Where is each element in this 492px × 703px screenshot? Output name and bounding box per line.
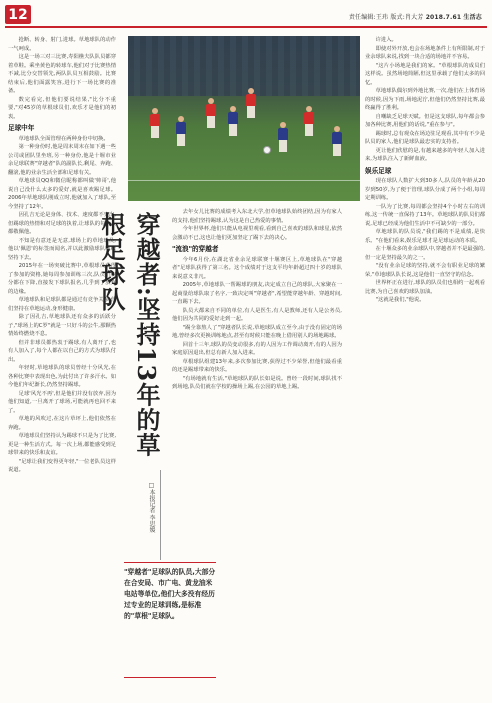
section-heading: 足球中年 [8, 124, 35, 132]
paragraph: 回首十三年,球队的员变动很多,有的人因为工作调动离开,有的人因为家庭原因退出,但总有新人加入进来。 [172, 341, 342, 356]
paragraph: 去年女儿比赛的成绩考入东北大学,但草地球队始终团结,因为有家人的支持,他们坚持踢球,认为这是自己热爱的事情。 [172, 209, 342, 224]
paragraph: 草根球队组建13年来,多次参加比赛,获得过不少荣誉,但他们最看重的还是踢球带来的快乐。 [172, 358, 342, 373]
article-column-2 [172, 208, 342, 696]
article-column-3 [365, 36, 485, 696]
paragraph: 不知是有意还是无意,球场上的草地球员,他以'佩恩'的标签而闻名,并以此激励球队继续坚持下去。 [8, 237, 116, 261]
paragraph: 草地球队和足球队都是通过有竞争关系,他们坚持在草地运动,身形健康。 [8, 297, 116, 312]
section-heading: "流浪"的穿越者 [172, 245, 219, 253]
player-blue [176, 116, 186, 146]
paragraph: 今年6月份,在湖北省业余足球联赛十堰赛区上,草地球队在"穿越者"足球队获得了第三名。这个成绩对于这支平均年龄超过四十岁的球队来说意义非凡。 [172, 256, 342, 280]
paragraph: 许进入。 [375, 37, 397, 43]
paragraph: 2005年,草地球队一帮踢球的朋友,决定成立自己的球队,大家聚在一起商量给球队取了名字,一致决定叫"穿越者",希望能穿越年龄、穿越时间,一直踢下去。 [172, 282, 342, 305]
editor-credit: 责任编辑:王玮 [348, 14, 389, 21]
paragraph: "没有业余足球的坚持,就不会有职业足球的繁荣,"草地球队队长说,这是他们一直坚守的信念。 [365, 263, 485, 278]
paragraph: 草地球员们坚持认为踢球不只是为了比赛,更是一种生活方式。每一次上场,都能感受到足球带来的快乐和友谊。 [8, 433, 116, 456]
paragraph: 队员大都来自不同的单位,有人是医生,有人是教师,还有人是公务员,他们因为共同的爱好走到一起。 [172, 307, 342, 322]
paragraph: 这是一场三对三比赛,寿阳樵夫队队员都穿着草鞋。乘坐黄色的转球车,他们对于比赛热情不减,比分交替领先,两队队员互相鼓励。比赛结束后,他们面露笑容,进行下一场比赛的准备。 [8, 54, 116, 94]
paragraph: 现在球队人数扩大到30多人,队员的年龄从20岁到50岁,为了便于管理,球队分成了两个小组,每周定期训练。 [365, 178, 485, 201]
paragraph: 草地的风吹过,在这片草坪上,他们依然在奔跑。 [8, 416, 116, 431]
player-red [304, 106, 314, 136]
paragraph: 草地球队的队员说,"我们踢的不是成绩,是快乐。"在他们看来,娱乐足球才是足球运动的本质。 [365, 229, 485, 244]
paragraph: 因孔吉无论是身体、技术、速度都不突出,但踢球的热情和对足球的执着,让球队的每个人都敬佩他。 [8, 212, 116, 235]
player-blue [278, 122, 288, 152]
paragraph: 即使对外开放,也会在场地条件上有所限制,对于业余球队来说,找到一块合适的场地并不容易。 [365, 45, 485, 60]
article-byline: □本报记者 李思媛 [148, 482, 155, 533]
soccer-match-photo [128, 36, 360, 201]
header-rule [5, 26, 487, 28]
issue-date: 2018.7.61 [425, 14, 462, 21]
paragraph: 一队为了比赛,每周都会坚持4个小时左右的训练,这一传统一直保持了13年。草地球队的队员们都说,足球已经成为他们生活中不可缺少的一部分。 [365, 203, 485, 227]
paragraph: 除了因孔吉,草地球队还有众多的活跃分子,"球场上的C罗"就是一只好斗的公牛,那颗热情始终燃烧不息。 [8, 314, 116, 337]
pull-quote: "穿越者"足球队的队员,大部分在合安局、市广电、黄龙油米电站等单位,他们大多没有经历过专业的足球训练,是标准的"草根"足球队。 [124, 562, 216, 678]
paragraph: 世界杯正在进行,球队的队员们也相约一起观看比赛,为自己喜欢的球队加油。 [365, 280, 485, 295]
paragraph: "足球让我们变得更年轻,"一位老队员这样说道。 [8, 458, 116, 473]
paragraph: 草地球队全面管理在两种身份中切换。 [18, 135, 109, 142]
paragraph: "有场地就有生活,"草地球队的队长如是说。曾经一段时间,球队找不到场地,队员们就在学校的操场上踢,在公园的草地上踢。 [172, 375, 342, 390]
paragraph: 草地球员QQ和微信昵称都叫做'帅哥',他说自己没什么太多的爱好,就是喜欢踢足球。2006年草地球队刚成立时,他就加入了球队,至今坚持了12年。 [8, 178, 116, 210]
player-blue [228, 106, 238, 136]
player-red [206, 98, 216, 128]
article-column-1 [8, 36, 116, 696]
paragraph: 今年世界杯,他们只能从电视里观看,看到自己喜欢的球队和球星,依然会激动不已,这也让他们更加坚定了踢下去的决心。 [172, 226, 342, 241]
paragraph: 抢断、转身、射门,进球。草地球队的动作一气呵成。 [8, 37, 116, 52]
player-red [246, 88, 256, 118]
article-title: 穿越者:坚持13年的草根足球队 [97, 212, 161, 458]
page-number-badge: 12 [5, 5, 31, 24]
section-name: 生活志 [463, 14, 482, 21]
player-blue [332, 126, 342, 156]
paragraph: "踢全靠熬人了"穿越者队长说,草地球队成立至今,由于没有固定的场地,曾经多次更换训练地点,甚至有时候只能在晚上借用别人的场地踢球。 [172, 324, 342, 339]
section-heading: 娱乐足球 [365, 166, 392, 175]
player-red [150, 108, 160, 138]
paragraph: 更让他们欣慰的是,有越来越多的年轻人加入进来,为球队注入了新鲜血液。 [365, 147, 485, 162]
paragraph: 足球'风光不再',但是他们并没有放弃,因为他们知道,一旦离开了球场,可能就再也回不来了。 [8, 390, 116, 414]
layout-credit: 版式:肖大芳 [390, 14, 424, 21]
soccer-ball-icon [263, 146, 271, 154]
paragraph: 在十堰众多的业余球队中,穿越者并不是最强的,但一定是坚持最久的之一。 [365, 246, 485, 261]
paragraph: "这片小场地是我们的家。"草根球队的成员们这样说。虽然场地简陋,但这里承载了他们太多的回忆。 [365, 62, 485, 86]
byline-rule [160, 470, 161, 560]
paragraph: 自嘲缺乏足球天赋。但是这支球队,每年都会参加各种比赛,用他们的话说,"重在参与"。 [365, 113, 485, 128]
paragraph: 数完看完,但他们要说结果,"比分不重要,"对45岁的草根球员们,欢乐才是他们的初衷。 [8, 96, 116, 120]
paragraph: "这就是我们,"他说。 [375, 297, 425, 303]
paragraph: 草地球队偶尔到外地比赛,一次,他们在上体育场的时候,因为下雨,场地泥泞,但他们仍然坚持比赛,最终赢得了胜利。 [365, 88, 485, 111]
field-line [128, 180, 360, 181]
paragraph: 第一种身份时,他是周末周末在如下遇一些公司或团队里坐班,另一种身份,他是十堰市业余足球联赛"穿越者"队的副队长,剩尾、奔跑、翻滚,他的业余生活全部和足球有关。 [8, 144, 116, 176]
paragraph: 但并非球员都热衷于踢球,有人离开了,也有人加入了,每个人都在以自己的方式为球队付出。 [8, 339, 116, 363]
paragraph: 踢球时,总有观众在场边驻足观看,其中有不少是队员的家人,他们是球队最忠实的支持者。 [365, 130, 485, 145]
paragraph: 2015年在一场突破比赛中,草根球员获得了参加的资格,她每周参加训练三次,队员们积分都在下降,直接发下球队报名,几乎到了放弃的边缘。 [8, 263, 116, 295]
stadium-stand [128, 36, 360, 96]
page-header-meta [349, 12, 482, 21]
paragraph: 年轻时,草地球队的球员曾经十分风光,在各种比赛中表现出色,为此付出了许多汗水。如今他们年纪渐长,仍然坚持踢球。 [8, 365, 116, 388]
